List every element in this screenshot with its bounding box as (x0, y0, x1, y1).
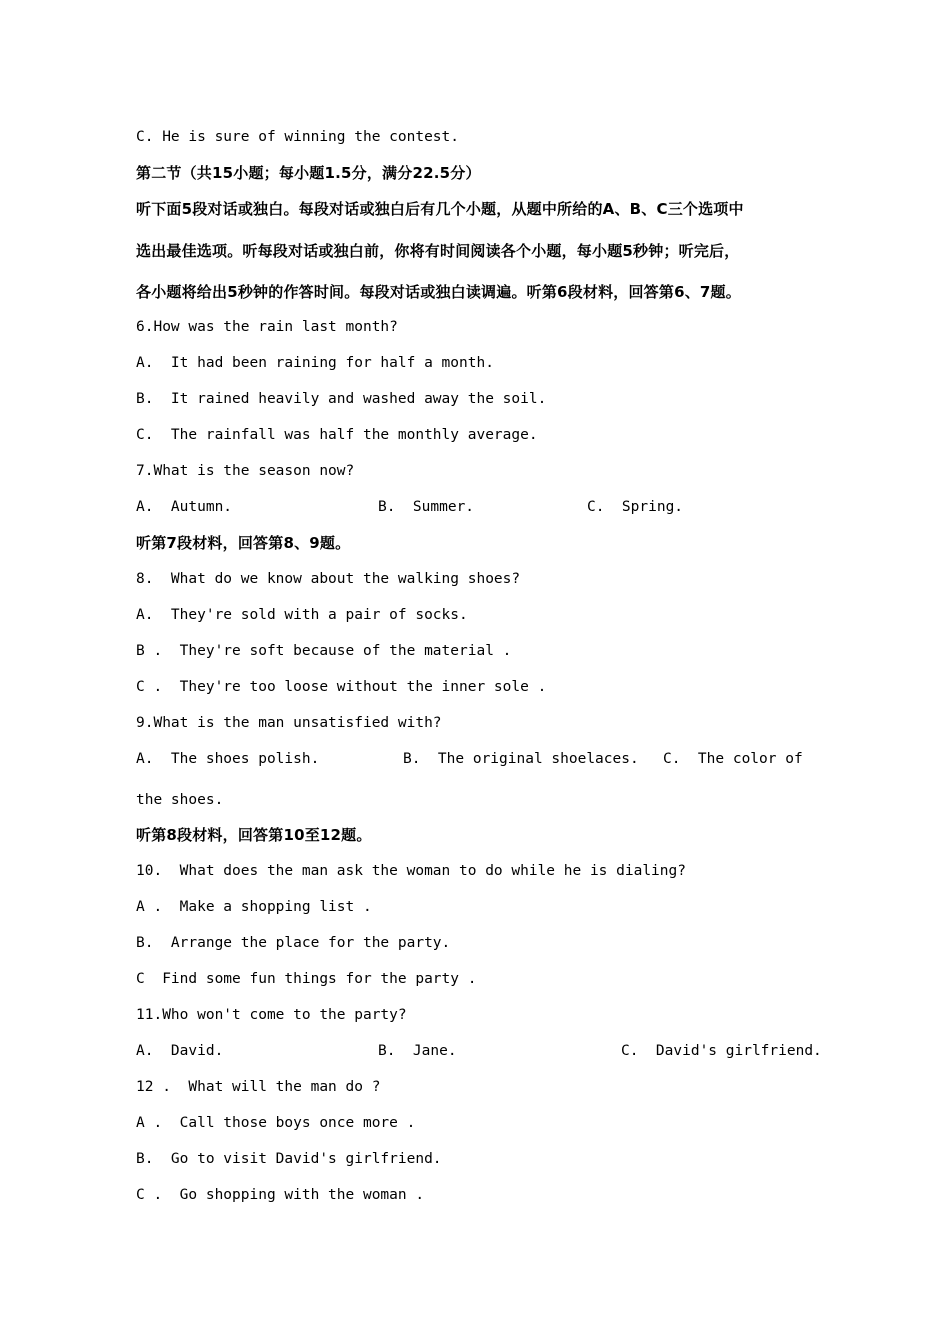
material-8-heading: 听第8段材料，回答第10至12题。 (136, 826, 372, 844)
q8-option-a: A. They're sold with a pair of socks. (136, 607, 468, 623)
question-9: 9.What is the man unsatisfied with? (136, 715, 442, 731)
q8-option-b: B . They're soft because of the material . (136, 643, 512, 659)
q7-option-c: C. Spring. (587, 499, 684, 515)
q10-option-a: A . Make a shopping list . (136, 899, 372, 915)
q7-option-b: B. Summer. (378, 499, 475, 515)
q9-option-b: B. The original shoelaces. (403, 751, 639, 767)
q9-option-c-continued: the shoes. (136, 792, 224, 808)
q11-option-c: C. David's girlfriend. (621, 1043, 822, 1059)
question-6: 6.How was the rain last month? (136, 319, 398, 335)
q8-option-c: C . They're too loose without the inner sole . (136, 679, 547, 695)
q12-option-c: C . Go shopping with the woman . (136, 1187, 425, 1203)
section-heading: 第二节（共15小题；每小题1.5分，满分22.5分） (136, 164, 481, 182)
q6-option-a: A. It had been raining for half a month. (136, 355, 494, 371)
instructions-line-3: 各小题将给出5秒钟的作答时间。每段对话或独白读调遍。听第6段材料，回答第6、7题。 (136, 283, 741, 301)
question-8: 8. What do we know about the walking shoes? (136, 571, 521, 587)
instructions-line-1: 听下面5段对话或独白。每段对话或独白后有几个小题，从题中所给的A、B、C三个选项中 (136, 200, 744, 218)
q11-option-a: A. David. (136, 1043, 224, 1059)
q6-option-b: B. It rained heavily and washed away the soil. (136, 391, 547, 407)
q5-option-c: C. He is sure of winning the contest. (136, 129, 460, 145)
q10-option-b: B. Arrange the place for the party. (136, 935, 451, 951)
q9-option-a: A. The shoes polish. (136, 751, 320, 767)
question-10: 10. What does the man ask the woman to do while he is dialing? (136, 863, 686, 879)
material-7-heading: 听第7段材料，回答第8、9题。 (136, 534, 351, 552)
q7-option-a: A. Autumn. (136, 499, 233, 515)
q6-option-c: C. The rainfall was half the monthly average. (136, 427, 538, 443)
q10-option-c: C Find some fun things for the party . (136, 971, 477, 987)
q12-option-b: B. Go to visit David's girlfriend. (136, 1151, 442, 1167)
question-7: 7.What is the season now? (136, 463, 355, 479)
q11-option-b: B. Jane. (378, 1043, 457, 1059)
question-12: 12 . What will the man do ? (136, 1079, 381, 1095)
q9-option-c: C. The color of (663, 751, 803, 767)
question-11: 11.Who won't come to the party? (136, 1007, 407, 1023)
instructions-line-2: 选出最佳选项。听每段对话或独白前，你将有时间阅读各个小题，每小题5秒钟；听完后， (136, 242, 740, 260)
q12-option-a: A . Call those boys once more . (136, 1115, 416, 1131)
